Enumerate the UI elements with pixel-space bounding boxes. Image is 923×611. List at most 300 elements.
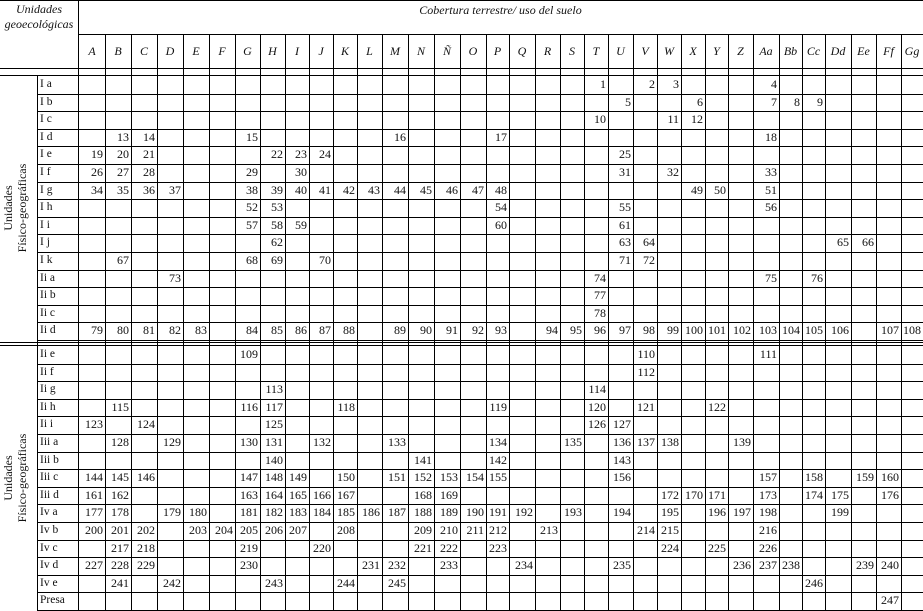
table-cell: 27 [117,165,129,179]
table-cell: 152 [414,470,432,485]
table-cell: 44 [394,182,406,197]
row-label: Iv e [40,576,58,589]
table-cell: 5 [625,94,631,109]
table-cell: 231 [362,558,380,573]
row-label: Ii a [40,271,56,284]
table-cell: 168 [414,487,432,502]
column-divider [753,34,754,610]
row-divider [37,217,923,218]
top-border [0,0,923,1]
table-cell: 145 [111,470,129,485]
row-divider [37,287,923,288]
column-divider [460,34,461,610]
table-cell: 85 [271,323,283,338]
table-cell: 78 [594,305,606,320]
table-cell: 213 [540,523,558,537]
column-divider [633,34,634,610]
table-cell: 10 [594,112,606,127]
column-divider [285,34,286,610]
column-divider [333,34,334,610]
table-cell: 31 [619,165,631,179]
column-header: Bb [783,44,798,58]
column-divider [260,34,261,610]
table-cell: 176 [881,487,899,502]
table-cell: 214 [637,523,655,537]
table-cell: 244 [337,575,355,590]
table-cell: 111 [759,347,777,361]
table-cell: 191 [489,505,507,520]
table-cell: 105 [805,323,823,338]
column-header: Ee [857,44,870,58]
table-cell: 141 [414,452,432,467]
table-cell: 86 [295,323,307,338]
table-cell: 130 [240,435,258,449]
table-cell: 128 [111,435,129,449]
table-cell: 159 [856,470,874,485]
row-label: Iv a [40,506,58,519]
row-label: Ii c [40,306,56,319]
table-cell: 66 [862,235,874,250]
row-divider [37,340,923,341]
table-cell: 30 [295,165,307,179]
table-cell: 180 [189,505,207,520]
corner-label-line2: geoecológicas [4,17,74,31]
table-cell: 221 [414,540,432,555]
table-cell: 114 [588,382,606,397]
table-cell: 131 [265,435,283,449]
group-divider [0,342,923,343]
table-cell: 220 [313,540,331,555]
column-header: Y [713,44,720,58]
table-cell: 224 [661,540,679,555]
table-cell: 225 [708,540,726,555]
row-divider [37,111,923,112]
table-cell: 12 [691,112,703,127]
column-divider [657,34,658,610]
table-cell: 161 [85,487,103,502]
row-divider [37,540,923,541]
corner-label-line1: Unidades [16,2,62,16]
table-cell: 100 [685,323,703,338]
table-cell: 26 [91,165,103,179]
table-cell: 198 [759,505,777,520]
table-cell: 73 [169,270,181,285]
row-label: Ii h [40,400,56,413]
table-cell: 233 [440,558,458,573]
table-cell: 63 [619,235,631,250]
group-label-divider [37,76,38,610]
table-cell: 247 [881,593,899,608]
group-label-line1: Unidades [1,185,15,231]
group-label-line2: Físico-geográficas [15,163,29,253]
table-cell: 92 [472,323,484,338]
table-cell: 170 [685,487,703,502]
table-cell: 149 [289,470,307,485]
table-cell: 203 [189,523,207,537]
column-divider [705,34,706,610]
table-cell: 116 [240,399,258,414]
row-label: Iii d [40,488,59,501]
row-divider [37,592,923,593]
table-cell: 9 [817,94,823,109]
table-cell: 37 [169,182,181,197]
column-header: P [493,44,502,58]
corner-header [0,0,78,68]
header-divider-2 [0,75,923,76]
table-cell: 33 [765,165,777,179]
table-cell: 115 [111,399,129,414]
table-cell: 13 [117,129,129,144]
table-cell: 217 [111,540,129,555]
row-label: Iii c [40,471,59,484]
table-cell: 56 [765,200,777,215]
group-label-line1: Unidades [1,455,15,501]
column-header: M [390,44,400,58]
column-divider [105,34,106,610]
column-header: Ñ [442,44,451,58]
table-cell: 165 [289,487,307,502]
column-header: X [689,44,697,58]
row-label: I d [40,130,53,143]
column-divider [408,34,409,610]
table-cell: 17 [495,129,507,144]
table-cell: 93 [495,323,507,338]
column-divider [728,34,729,610]
table-cell: 97 [619,323,631,338]
table-cell: 243 [265,575,283,590]
row-label: I g [40,183,53,196]
table-cell: 228 [111,558,129,573]
table-cell: 134 [489,435,507,449]
row-label: I j [40,236,50,249]
column-divider [434,34,435,610]
table-cell: 28 [143,165,155,179]
column-divider [157,34,158,610]
table-cell: 125 [265,417,283,432]
column-header: S [569,44,575,58]
table-cell: 146 [137,470,155,485]
group-divider-2 [0,345,923,346]
table-cell: 208 [337,523,355,537]
table-cell: 162 [111,487,129,502]
table-cell: 219 [240,540,258,555]
table-cell: 52 [246,200,258,215]
table-cell: 169 [440,487,458,502]
table-cell: 120 [588,399,606,414]
table-cell: 15 [246,129,258,144]
table-cell: 179 [163,505,181,520]
table-cell: 227 [85,558,103,573]
row-label: Ii e [40,348,56,360]
table-cell: 182 [265,505,283,520]
table-cell: 197 [733,505,751,520]
column-divider [535,34,536,610]
table-cell: 187 [388,505,406,520]
column-header: Z [737,44,744,58]
column-header: K [340,44,349,58]
table-cell: 211 [466,523,484,537]
column-divider [357,34,358,610]
table-cell: 42 [343,182,355,197]
column-header: Gg [904,44,920,58]
column-divider [382,34,383,610]
table-cell: 57 [246,217,258,232]
table-cell: 123 [85,417,103,432]
table-cell: 3 [673,77,679,91]
table-cell: 8 [794,94,800,109]
table-cell: 226 [759,540,777,555]
table-cell: 49 [691,182,703,197]
table-cell: 129 [163,435,181,449]
column-divider [131,34,132,610]
table-cell: 154 [466,470,484,485]
table-cell: 223 [489,540,507,555]
table-cell: 229 [137,558,155,573]
table-cell: 109 [240,347,258,361]
left-block-divider [78,0,79,610]
table-cell: 241 [111,575,129,590]
table-cell: 25 [619,147,631,162]
row-label: Iii a [40,436,59,448]
table-cell: 151 [388,470,406,485]
table-cell: 144 [85,470,103,485]
table-cell: 207 [289,523,307,537]
row-label: I b [40,95,53,108]
table-cell: 157 [759,470,777,485]
table-cell: 88 [343,323,355,338]
table-cell: 19 [91,147,103,162]
table-cell: 143 [613,452,631,467]
table-cell: 80 [117,323,129,338]
table-cell: 192 [515,505,533,520]
column-divider [486,34,487,610]
column-divider [901,34,902,610]
column-divider [825,34,826,610]
table-cell: 189 [440,505,458,520]
table-cell: 65 [837,235,849,250]
row-divider [37,416,923,417]
row-label: Iii b [40,453,59,466]
table-cell: 102 [733,323,751,338]
row-divider [37,305,923,306]
table-cell: 6 [697,94,703,109]
table-cell: 246 [805,575,823,590]
row-label: Ii b [40,289,56,302]
table-cell: 108 [903,323,921,338]
table-cell: 59 [295,217,307,232]
table-cell: 2 [649,77,655,91]
table-cell: 113 [265,382,283,397]
column-header: E [192,44,200,58]
column-divider [183,34,184,610]
row-label: Presa [40,594,65,607]
table-cell: 212 [489,523,507,537]
table-cell: 184 [313,505,331,520]
table-cell: 72 [643,253,655,267]
table-cell: 135 [564,435,582,449]
table-cell: 177 [85,505,103,520]
table-cell: 156 [613,470,631,485]
table-cell: 222 [440,540,458,555]
row-divider [37,487,923,488]
row-label: I i [40,218,50,231]
table-cell: 209 [414,523,432,537]
row-label: Iv d [40,559,59,572]
table-cell: 238 [782,558,800,573]
table-cell: 175 [831,487,849,502]
column-header: D [165,44,175,58]
column-divider [509,34,510,610]
column-header: Q [517,44,527,58]
table-cell: 82 [169,323,181,338]
table-cell: 139 [733,435,751,449]
table-cell: 61 [619,217,631,232]
row-label: I f [40,166,51,178]
table-cell: 153 [440,470,458,485]
table-cell: 91 [446,323,458,338]
table-cell: 126 [588,417,606,432]
table-cell: 94 [546,323,558,338]
table-cell: 138 [661,435,679,449]
table-cell: 7 [771,94,777,109]
table-cell: 173 [759,487,777,502]
row-divider [37,146,923,147]
column-divider [779,34,780,610]
row-label: I e [40,148,52,161]
row-label: Ii g [40,383,56,396]
table-cell: 69 [271,253,283,267]
table-cell: 67 [117,253,129,267]
row-label: Ii i [40,418,54,431]
column-divider [681,34,682,610]
table-cell: 232 [388,558,406,573]
column-header: J [318,44,324,58]
table-cell: 174 [805,487,823,502]
table-cell: 96 [594,323,606,338]
table-cell: 122 [708,399,726,414]
table-cell: 133 [388,435,406,449]
table-title: Cobertura terrestre/ uso del suelo [419,3,582,17]
column-header: Ff [883,44,894,58]
table-cell: 204 [215,523,233,537]
row-label: Ii d [40,324,56,337]
column-divider [560,34,561,610]
row-divider [37,234,923,235]
table-cell: 186 [362,505,380,520]
table-cell: 158 [805,470,823,485]
table-cell: 215 [661,523,679,537]
table-cell: 171 [708,487,726,502]
table-cell: 35 [117,182,129,197]
table-cell: 14 [143,129,155,144]
row-divider [37,199,923,200]
header-divider [0,68,923,69]
table-cell: 112 [637,364,655,379]
table-cell: 140 [265,452,283,467]
table-cell: 110 [637,347,655,361]
row-label: I h [40,201,53,214]
table-cell: 160 [881,470,899,485]
table-cell: 167 [337,487,355,502]
table-cell: 53 [271,200,283,215]
table-cell: 47 [472,182,484,197]
table-cell: 77 [594,288,606,303]
table-cell: 79 [91,323,103,338]
table-cell: 70 [319,253,331,267]
table-cell: 136 [613,435,631,449]
group-side-label [1,346,35,610]
column-header: G [243,44,252,58]
table-cell: 148 [265,470,283,485]
table-cell: 163 [240,487,258,502]
table-cell: 58 [271,217,283,232]
table-cell: 242 [163,575,181,590]
table-cell: 89 [394,323,406,338]
column-header: O [468,44,478,58]
table-cell: 87 [319,323,331,338]
column-divider [876,34,877,610]
table-cell: 201 [111,523,129,537]
row-label: I c [40,113,52,126]
table-cell: 194 [613,505,631,520]
table-cell: 39 [271,182,283,197]
table-cell: 84 [246,323,258,338]
table-cell: 98 [643,323,655,338]
table-cell: 4 [771,77,777,91]
table-cell: 62 [271,235,283,250]
table-cell: 121 [637,399,655,414]
table-cell: 36 [143,182,155,197]
table-cell: 11 [667,112,679,127]
row-divider [37,381,923,382]
table-cell: 185 [337,505,355,520]
column-header: T [592,44,600,58]
table-cell: 164 [265,487,283,502]
table-cell: 196 [708,505,726,520]
table-cell: 137 [637,435,655,449]
group-label-line2: Físico-geográficas [15,433,29,523]
column-header: L [366,44,373,58]
table-cell: 50 [714,182,726,197]
table-cell: 51 [765,182,777,197]
table-cell: 205 [240,523,258,537]
column-header: Aa [759,44,773,58]
table-cell: 127 [613,417,631,432]
table-cell: 45 [420,182,432,197]
table-cell: 155 [489,470,507,485]
table-cell: 101 [708,323,726,338]
table-cell: 200 [85,523,103,537]
table-cell: 193 [564,505,582,520]
table-cell: 74 [594,270,606,285]
column-header: H [268,44,277,58]
row-divider [37,129,923,130]
table-cell: 76 [811,270,823,285]
column-header: C [139,44,148,58]
table-cell: 99 [667,323,679,338]
table-cell: 1 [600,77,606,91]
table-cell: 75 [765,270,777,285]
table-cell: 150 [337,470,355,485]
column-header: V [641,44,649,58]
table-cell: 18 [765,129,777,144]
table-cell: 55 [619,200,631,215]
table-cell: 181 [240,505,258,520]
column-divider [584,34,585,610]
column-divider [608,34,609,610]
column-header: Dd [830,44,846,58]
table-cell: 239 [856,558,874,573]
